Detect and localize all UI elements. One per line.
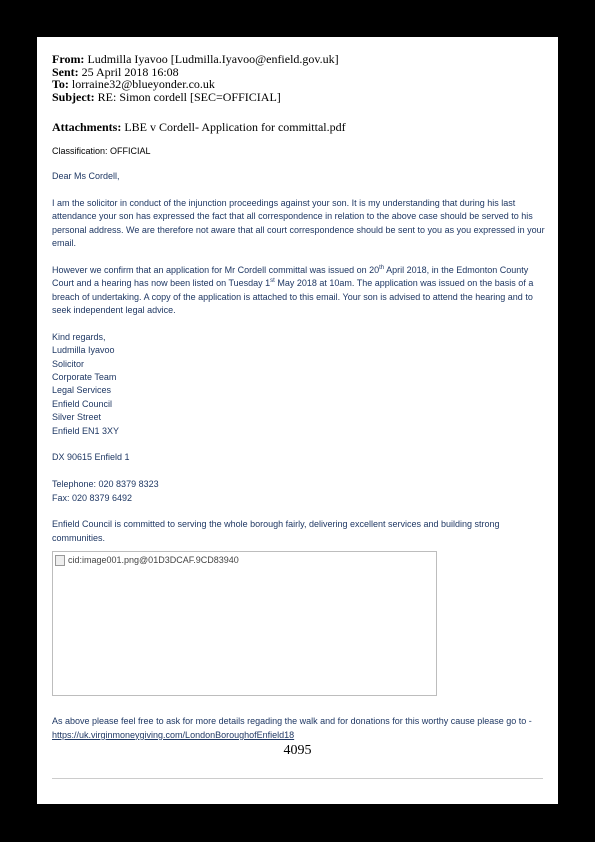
paragraph-2: However we confirm that an application for Mr Cordell committal was issued on 20th April 2018, in the Edmonton County Court and a hearing has now been listed on Tuesday 1st May 2018 at 10am. The application was issued on the basis of a breach of undertaking. A copy of the application is attached to this email. Your son is advised to attend the hearing and to seek independent legal advice. <box>52 264 534 316</box>
from-value: Ludmilla Iyavoo [Ludmilla.Iyavoo@enfield.gov.uk] <box>87 52 339 66</box>
to-line: To: lorraine32@blueyonder.co.uk <box>52 77 215 91</box>
attachments-line: Attachments: LBE v Cordell- Application for committal.pdf <box>52 120 346 134</box>
subject-value: RE: Simon cordell [SEC=OFFICIAL] <box>97 89 281 104</box>
subject-line: Subject: RE: Simon cordell [SEC=OFFICIAL] <box>52 89 281 104</box>
signature-line: Enfield Council <box>52 398 113 409</box>
signature-line: Kind regards, <box>52 331 106 342</box>
embedded-image-placeholder <box>52 551 437 696</box>
fax-line: Fax: 020 8379 6492 <box>52 492 133 503</box>
paragraph-1: I am the solicitor in conduct of the injunction proceedings against your son. It is my understanding that during his last attendance your son has expressed the fact that all correspondence in relation to the above case should be served to his personal address. We are therefore not aware that all court correspondence should be sent to you as you expressed in your email. <box>52 197 545 249</box>
dx-line: DX 90615 Enfield 1 <box>52 452 130 463</box>
greeting: Dear Ms Cordell, <box>52 171 120 181</box>
page-number: 4095 <box>283 743 312 758</box>
signature-line: Ludmilla Iyavoo <box>52 345 115 356</box>
signature-line: Silver Street <box>52 412 102 423</box>
from-line: From: Ludmilla Iyavoo [Ludmilla.Iyavoo@enfield.gov.uk] <box>52 52 339 66</box>
classification-label: Classification: OFFICIAL <box>52 146 151 156</box>
to-value: lorraine32@blueyonder.co.uk <box>71 77 215 91</box>
broken-image-icon <box>55 555 65 566</box>
email-header <box>52 53 552 103</box>
document-page <box>37 37 558 804</box>
signature-line: Solicitor <box>52 358 85 369</box>
attachment-file[interactable]: LBE v Cordell- Application for committal.pdf <box>124 120 346 134</box>
footer-divider <box>52 778 543 779</box>
sent-line: Sent: 25 April 2018 16:08 <box>52 64 179 79</box>
signature-line: Legal Services <box>52 385 112 396</box>
signature-block <box>52 331 546 438</box>
signature-line: Corporate Team <box>52 372 117 383</box>
image-alt-text: cid:image001.png@01D3DCAF.9CD83940 <box>68 555 239 566</box>
commitment-statement: Enfield Council is committed to serving the whole borough fairly, delivering excellent services and building strong communities. <box>52 519 500 543</box>
telephone-line: Telephone: 020 8379 8323 <box>52 479 159 490</box>
signature-line: Enfield EN1 3XY <box>52 425 120 436</box>
donation-link[interactable]: https://uk.virginmoneygiving.com/LondonBoroughofEnfield18 <box>52 729 295 740</box>
closing-paragraph: As above please feel free to ask for more details regading the walk and for donations for this worthy cause please go to - https://uk.virginmoneygiving.com/LondonBoroughofEnfield18 <box>52 716 532 740</box>
email-body <box>52 170 546 742</box>
sent-value: 25 April 2018 16:08 <box>81 64 179 79</box>
